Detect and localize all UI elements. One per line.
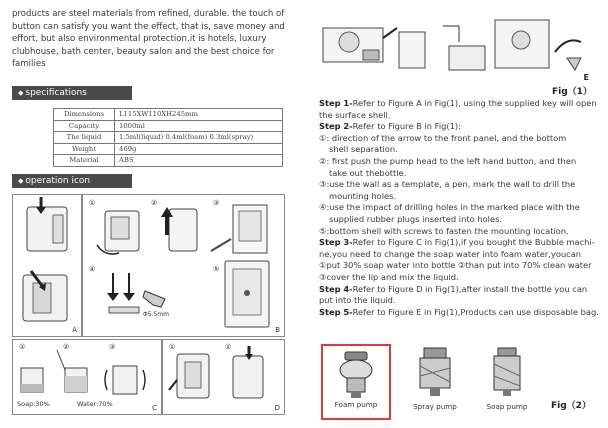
- step-3-head: Step 3-: [319, 237, 353, 248]
- step-2-sub-cont: shell separation.: [329, 144, 398, 155]
- step-5-head: Step 5-: [319, 306, 353, 317]
- step-4: [319, 284, 601, 296]
- step-1-head: Step 1-: [319, 98, 353, 108]
- figure-e-label: E: [583, 73, 589, 82]
- table-row: [54, 155, 283, 167]
- panel-a-label: A: [72, 326, 77, 334]
- panel-c-label: C: [152, 404, 157, 412]
- specifications-table: [53, 108, 283, 167]
- step-4-head: Step 4-: [319, 283, 353, 294]
- spec-key: Capacity: [54, 120, 115, 132]
- panel-d-label: D: [274, 404, 280, 412]
- step-5: [319, 307, 601, 319]
- step-3: [319, 237, 601, 249]
- spec-value: 469g: [115, 143, 283, 155]
- diamond-icon: ◆: [18, 177, 24, 185]
- spray-pump-icon: [404, 346, 466, 398]
- step-2-sub: ①: direction of the arrow to the front panel, and the bottom: [319, 132, 567, 143]
- fig2-label: Fig（2）: [551, 401, 591, 411]
- water-ratio-label: Water:70%: [77, 400, 113, 408]
- step-number: ①: [89, 199, 96, 207]
- step-3-text: Refer to Figure C in Fig(1),if you bought the Bubble machi-: [352, 237, 595, 248]
- step-number: ④: [89, 265, 96, 273]
- spec-key: Dimensions: [54, 109, 115, 121]
- step-number: ②: [225, 343, 232, 351]
- step-2-sub: ④:use the impact of drilling holes in the marked place with the: [319, 202, 580, 213]
- step-4-text: Refer to Figure D in Fig(1),after install the bottle you can: [352, 283, 588, 294]
- spec-key: Weight: [54, 143, 115, 155]
- instruction-steps: [319, 98, 601, 318]
- step-2-text: Refer to Figure B in Fig(1):: [352, 121, 461, 132]
- figure-panel-b: [82, 194, 285, 337]
- table-row: [54, 143, 283, 155]
- intro-line: families: [12, 59, 46, 69]
- intro-paragraph: [12, 8, 302, 71]
- step-5-text: Refer to Figure E in Fig(1),Products can use disposable bag.: [352, 306, 599, 317]
- spec-key: The liquid: [54, 132, 115, 144]
- intro-line: effort, but also environmental protection.it is hotels, luxury: [12, 34, 267, 44]
- step-2-sub: ②: first push the pump head to the left hand button, and then: [319, 155, 577, 166]
- step-number: ③: [109, 343, 116, 351]
- soap-pump-label: Soap pump: [486, 402, 528, 411]
- intro-line: button can satisfy you want the effect, that is, save money and: [12, 21, 285, 32]
- spec-value: 1000ml: [115, 120, 283, 132]
- step-2-sub-cont: take out thebottle.: [329, 167, 407, 178]
- step-number: ⑤: [213, 265, 220, 273]
- mounting-illustration-b: [83, 195, 284, 336]
- panel-b-label: B: [275, 326, 280, 334]
- step-number: ②: [63, 343, 70, 351]
- foam-pump-icon: [323, 348, 389, 400]
- step-3-sub: ③cover the lip and mix the liquid.: [319, 271, 459, 282]
- soap-pump-icon: [476, 346, 538, 398]
- specifications-header: [12, 86, 132, 100]
- step-2-sub-cont: mounting holes.: [329, 190, 397, 201]
- fig1-label: Fig（1）: [552, 87, 592, 97]
- intro-line: clubhouse, bath center, beauty salon and the best choice for: [12, 46, 275, 57]
- step-number: ③: [213, 199, 220, 207]
- step-1-text: Refer to Figure A in Fig(1), using the supplied key will open: [352, 98, 597, 108]
- specifications-title: specifications: [25, 88, 87, 98]
- step-3-cont: ne,you need to change the soap water into foam water,youcan: [319, 248, 582, 259]
- drill-size-label: Φ5.5mm: [143, 311, 169, 318]
- spec-value: L115XW110XH245mm: [115, 109, 283, 121]
- step-2-head: Step 2-: [319, 121, 353, 132]
- step-4-cont: put into the liquid.: [319, 295, 396, 306]
- step-2-sub-cont: supplied rubber plugs inserted into holes.: [329, 213, 503, 224]
- intro-line: products are steel materials from refined, durable. the touch of: [12, 9, 285, 19]
- spec-value: 1.5ml(liquid) 0.4ml(foam) 0.3ml(spray): [115, 132, 283, 144]
- foam-pump-highlight: [321, 344, 391, 420]
- operation-header: [12, 174, 132, 188]
- figure-panel-c: [12, 339, 162, 415]
- step-number: ①: [19, 343, 26, 351]
- diamond-icon: ◆: [18, 89, 24, 97]
- dispenser-illustration-a: [13, 195, 81, 336]
- disposable-bag-illustration: [319, 12, 593, 82]
- step-number: ②: [151, 199, 158, 207]
- table-row: [54, 120, 283, 132]
- figure-panel-a: [12, 194, 82, 337]
- table-row: [54, 109, 283, 121]
- spec-value: ABS: [115, 155, 283, 167]
- table-row: [54, 132, 283, 144]
- foam-pump-label: Foam pump: [334, 400, 378, 409]
- step-2-sub: ⑤:bottom shell with screws to fasten the mounting location.: [319, 225, 569, 236]
- spray-pump-label: Spray pump: [413, 402, 457, 411]
- spray-pump: [404, 346, 466, 416]
- step-1: [319, 98, 601, 110]
- bottle-install-illustration-d: [163, 340, 284, 414]
- step-2-sub: ③:use the wall as a template, a pen, mark the wall to drill the: [319, 179, 576, 190]
- step-number: ①: [169, 343, 176, 351]
- figure-panel-d: [162, 339, 285, 415]
- step-3-sub: ①put 30% soap water into bottle ②than put into 70% clean water: [319, 260, 592, 271]
- soap-pump: [476, 346, 538, 416]
- figure-strip-fig1: [319, 12, 593, 82]
- step-2: [319, 121, 601, 133]
- soap-ratio-label: Soap:30%: [17, 400, 50, 408]
- step-1-cont: the surface shell.: [319, 109, 391, 120]
- operation-title: operation icon: [25, 176, 91, 186]
- spec-key: Material: [54, 155, 115, 167]
